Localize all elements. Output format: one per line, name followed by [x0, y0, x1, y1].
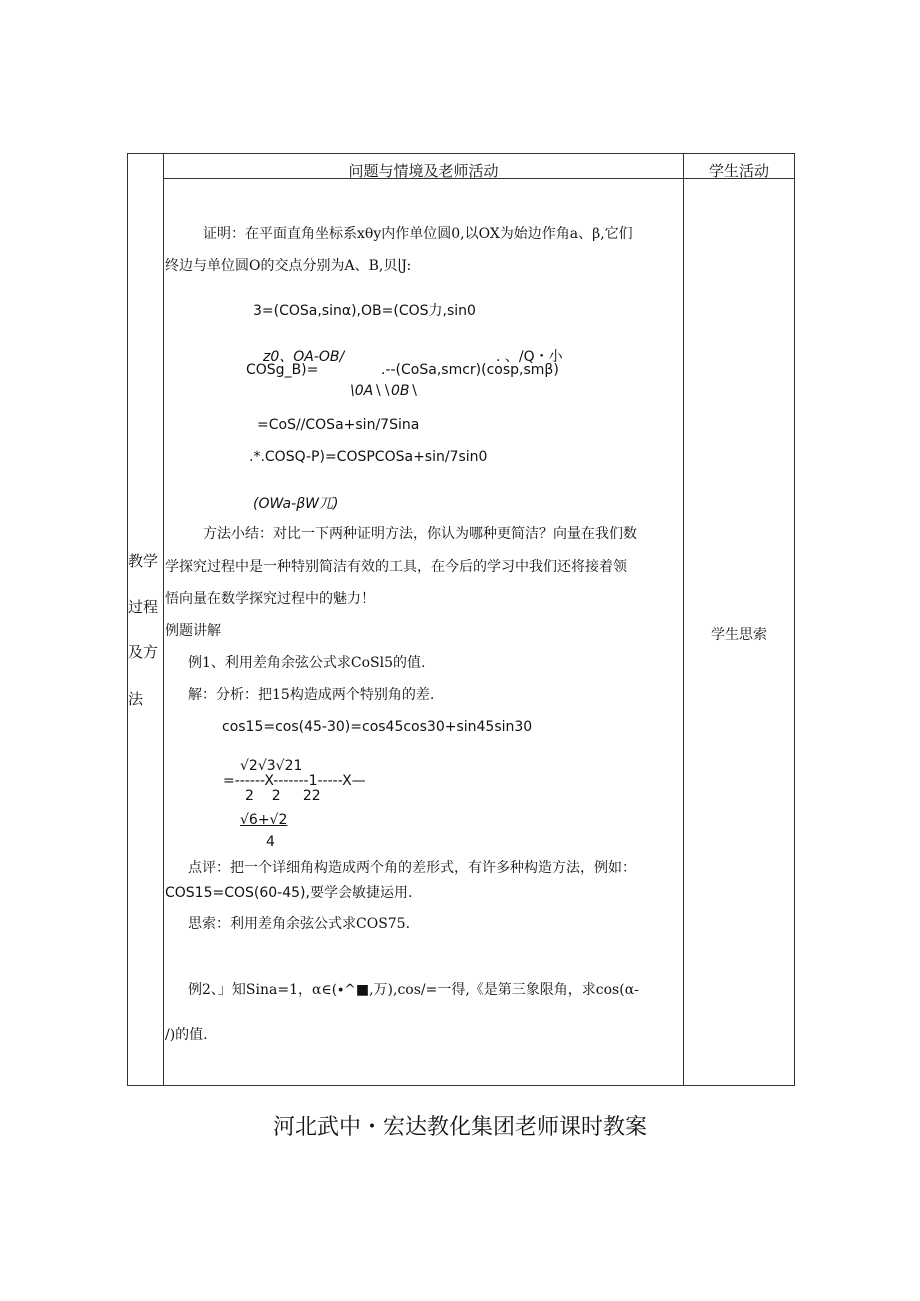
example-2-line-1: 例2、」知Sina=1，α∈(∙^■,万),cos/=一得,《是第三象限角，求cos(α- [188, 982, 639, 998]
example-1: 例1、利用差角余弦公式求CoSl5的值. [188, 655, 426, 671]
result-denominator: 4 [266, 834, 275, 850]
fraction-line: =------X-------1-----X— [223, 773, 366, 789]
fraction-denominators: 2 2 22 [245, 788, 321, 804]
student-note: 学生思索 [711, 627, 767, 643]
equation-1: 3=(COSa,sinα),OB=(COS力,sin0 [253, 303, 476, 319]
example-1-solution: 解：分析：把15构造成两个特别角的差. [188, 687, 435, 703]
equation-3: =CoS//COSa+sin/7Sina [257, 417, 420, 433]
table-border-left [127, 153, 128, 1086]
equation-2-left: COSg_B)= [246, 362, 319, 378]
summary-line-3: 悟向量在数学探究过程中的魅力！ [165, 591, 375, 607]
row-label-part-4: 法 [128, 690, 144, 708]
proof-line-2: 终边与单位圆O的交点分别为A、B,贝∣J: [165, 258, 412, 274]
student-column-divider [683, 153, 684, 1086]
row-label-part-3: 及方 [128, 643, 159, 661]
example-title: 例题讲解 [165, 623, 221, 639]
equation-4: .*.COSQ-P)=COSPCOSa+sin/7sin0 [249, 449, 488, 465]
table-border-right [794, 153, 795, 1086]
summary-line-1: 方法小结：对比一下两种证明方法，你认为哪种更简洁？向量在我们数 [203, 526, 637, 542]
label-column-divider [163, 153, 164, 1086]
equation-2-annotation: . 、/Q・小 [496, 349, 563, 365]
row-label-part-2: 过程 [128, 598, 159, 616]
footer-title: 河北武中・宏达教化集团老师课时教案 [272, 1115, 647, 1140]
table-border-bottom [127, 1085, 795, 1086]
example-1-equation: cos15=cos(45-30)=cos45cos30+sin45sin30 [222, 719, 533, 735]
equation-2-denominator: \0A∖∖0B∖ [350, 383, 419, 399]
think-question: 思索：利用差角余弦公式求COS75. [188, 916, 411, 932]
example-2-line-2: /)的值. [165, 1027, 208, 1043]
equation-5: (OWa-βW兀) [253, 496, 339, 512]
fraction-numerators: √2√3√21 [240, 758, 303, 774]
comment-line-1: 点评：把一个详细角构造成两个角的差形式，有许多种构造方法，例如： [188, 860, 636, 876]
equation-2-right: .--(CoSa,smcr)(cosp,smβ) [381, 362, 559, 378]
table-border-top [127, 153, 795, 154]
header-student: 学生活动 [708, 162, 769, 180]
result-numerator: √6+√2 [240, 812, 288, 828]
comment-line-2: COS15=COS(60-45),要学会敏捷运用. [165, 885, 413, 901]
header-problem: 问题与情境及老师活动 [348, 162, 499, 180]
row-label-part-1: 教学 [128, 552, 159, 570]
summary-line-2: 学探究过程中是一种特别简洁有效的工具，在今后的学习中我们还将接着领 [165, 559, 627, 575]
equation-2-numerator: z0、OA-OB/ [263, 349, 345, 365]
proof-line-1: 证明：在平面直角坐标系xθy内作单位圆0,以OX为始边作角a、β,它们 [203, 226, 633, 242]
